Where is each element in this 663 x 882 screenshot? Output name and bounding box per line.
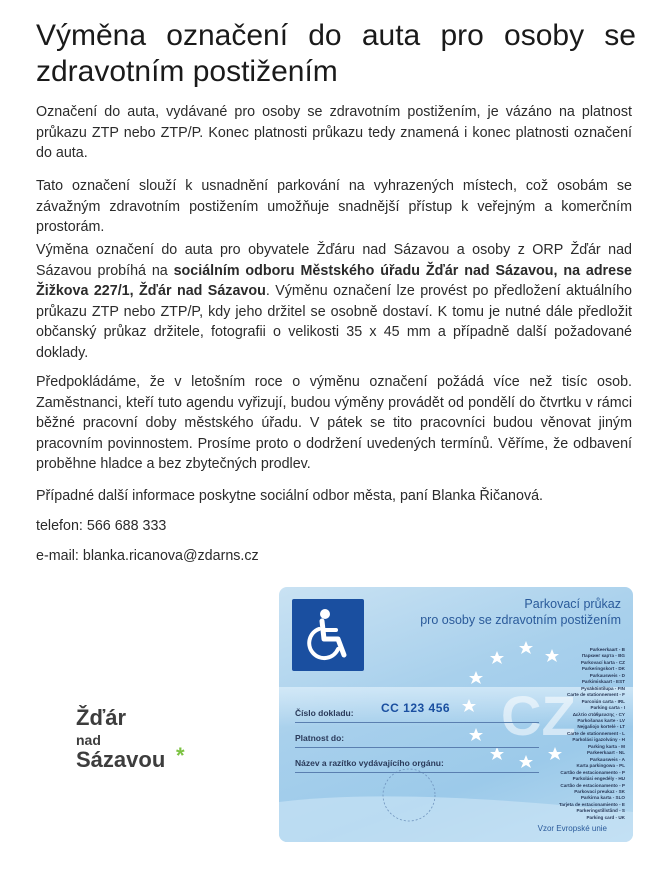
wheelchair-icon xyxy=(292,599,364,671)
language-item: Parkimiskaart - EST xyxy=(581,679,625,685)
country-code: CZ xyxy=(501,684,576,747)
logo-star-icon: * xyxy=(176,743,185,768)
language-item: Parkolási igazolvány - H xyxy=(572,737,625,743)
language-item: Parkausweis - A xyxy=(589,756,625,762)
language-list xyxy=(533,647,625,821)
divider xyxy=(295,772,539,773)
divider xyxy=(295,722,539,723)
card-title-line1: Parkovací průkaz xyxy=(524,597,621,611)
contact-email: e-mail: blanka.ricanova@zdarns.cz xyxy=(36,548,259,564)
paragraph-validity: Označení do auta, vydávané pro osoby se zdravotním postižením, je vázáno na platnost průkazu ZTP nebo ZTP/P. Konec platnosti průkazu tedy znamená i konec platnosti označení do auta. xyxy=(36,104,632,161)
language-item: Parkovací karta - CZ xyxy=(580,659,625,665)
language-item: Carte de stationnement - L xyxy=(567,730,625,736)
language-item: Cartão de estacionamento - P xyxy=(560,782,625,788)
validity-label: Platnost do: xyxy=(295,733,345,743)
language-item: Karta parkingowa - PL xyxy=(576,763,625,769)
language-item: Паркинг карта - BG xyxy=(581,653,625,659)
language-item: Parkeerkaart - NL xyxy=(586,750,625,756)
office-address: sociálním odboru Městského úřadu Žďár nad Sázavou, na adrese Žižkova 227/1, Žďár nad Sázavou xyxy=(36,262,632,299)
language-item: Parking karta - M xyxy=(587,743,625,749)
paragraph-contact-info: Případné další informace poskytne sociální odbor města, paní Blanka Řičanová. xyxy=(36,488,544,504)
logo-line2: nad xyxy=(76,732,101,748)
paragraph-purpose: Tato označení slouží k usnadnění parkování na vyhrazených místech, což osobám se závažným zdravotním postižením umožňuje snadnější přístup k veřejným a komerčním prostorám. xyxy=(36,178,632,235)
language-item: Parkirna karta - SLO xyxy=(580,795,625,801)
language-item: Pysäköintilupa - FIN xyxy=(581,685,625,691)
language-item: Parkeringskort - DK xyxy=(581,666,625,672)
parking-card-image xyxy=(279,587,633,842)
language-item: Parkolási engedély - HU xyxy=(572,776,625,782)
language-item: Parkovací preukaz - SK xyxy=(574,788,625,794)
language-item: Δελτίο στάθμευσης - CY xyxy=(572,711,625,717)
page-title: Výměna označení do auta pro osoby se zdravotním postižením xyxy=(36,19,636,88)
language-item: Tarjeta de estacionamiento - E xyxy=(558,801,625,807)
logo-line1: Žďár xyxy=(76,705,127,730)
language-item: Parkeringstillstånd - S xyxy=(576,808,625,814)
card-title xyxy=(420,596,621,628)
document-number: CC 123 456 xyxy=(381,701,451,715)
language-item: Parkausweis - D xyxy=(589,672,625,678)
language-item: Carte de stationnement - F xyxy=(567,692,625,698)
card-footer: Vzor Evropské unie xyxy=(537,824,607,833)
contact-phone: telefon: 566 688 333 xyxy=(36,518,167,534)
document-number-label: Číslo dokladu: xyxy=(295,708,354,718)
language-item: Parkošanas karte - LV xyxy=(577,717,625,723)
language-item: Neįgaliojo kortelė - LT xyxy=(577,724,625,730)
paragraph-exchange-location xyxy=(36,240,632,363)
language-item: Parking card - UK xyxy=(586,814,625,820)
city-logo xyxy=(76,705,185,772)
language-item: Parcoiún carta - IRL xyxy=(581,698,625,704)
issuer-label: Název a razítko vydávajícího orgánu: xyxy=(295,758,444,768)
paragraph-expectations: Předpokládáme, že v letošním roce o výměnu označení požádá více než tisíc osob. Zaměstnanci, kteří tuto agendu vyřizují, budou výměny provádět od pondělí do čtvrtku v rámci běžné pracovní doby městského úřadu. V pátek se tito pracovníci budou věnovat jiným pracovním povinnostem. Prosíme proto o dodržení uvedených termínů. Věříme, že odbavení proběhne hladce a bez zbytečných prodlev. xyxy=(36,374,632,472)
divider xyxy=(295,747,539,748)
wheelchair-symbol xyxy=(292,599,364,671)
logo-line3: Sázavou xyxy=(76,747,166,772)
language-item: Cartão de estacionamento - P xyxy=(560,769,625,775)
language-item: Parking carta - I xyxy=(590,705,625,711)
paragraph-text: Výměna označení do auta pro obyvatele Žďáru nad Sázavou a osoby z ORP Žďár nad Sázavou probíhá na xyxy=(36,242,632,279)
language-item: Parkeerkaart - B xyxy=(589,647,625,652)
card-title-line2: pro osoby se zdravotním postižením xyxy=(420,613,621,627)
paragraph-text: . Výměnu označení lze provést po předložení aktuálního průkazu ZTP nebo ZTP/P, kdy jeho držitel se osobně dostaví. K tomu je nutné dále předložit občanský průkaz držitele, fotografii o velikosti 35 x 45 mm a případně další požadované doklady. xyxy=(36,283,632,361)
